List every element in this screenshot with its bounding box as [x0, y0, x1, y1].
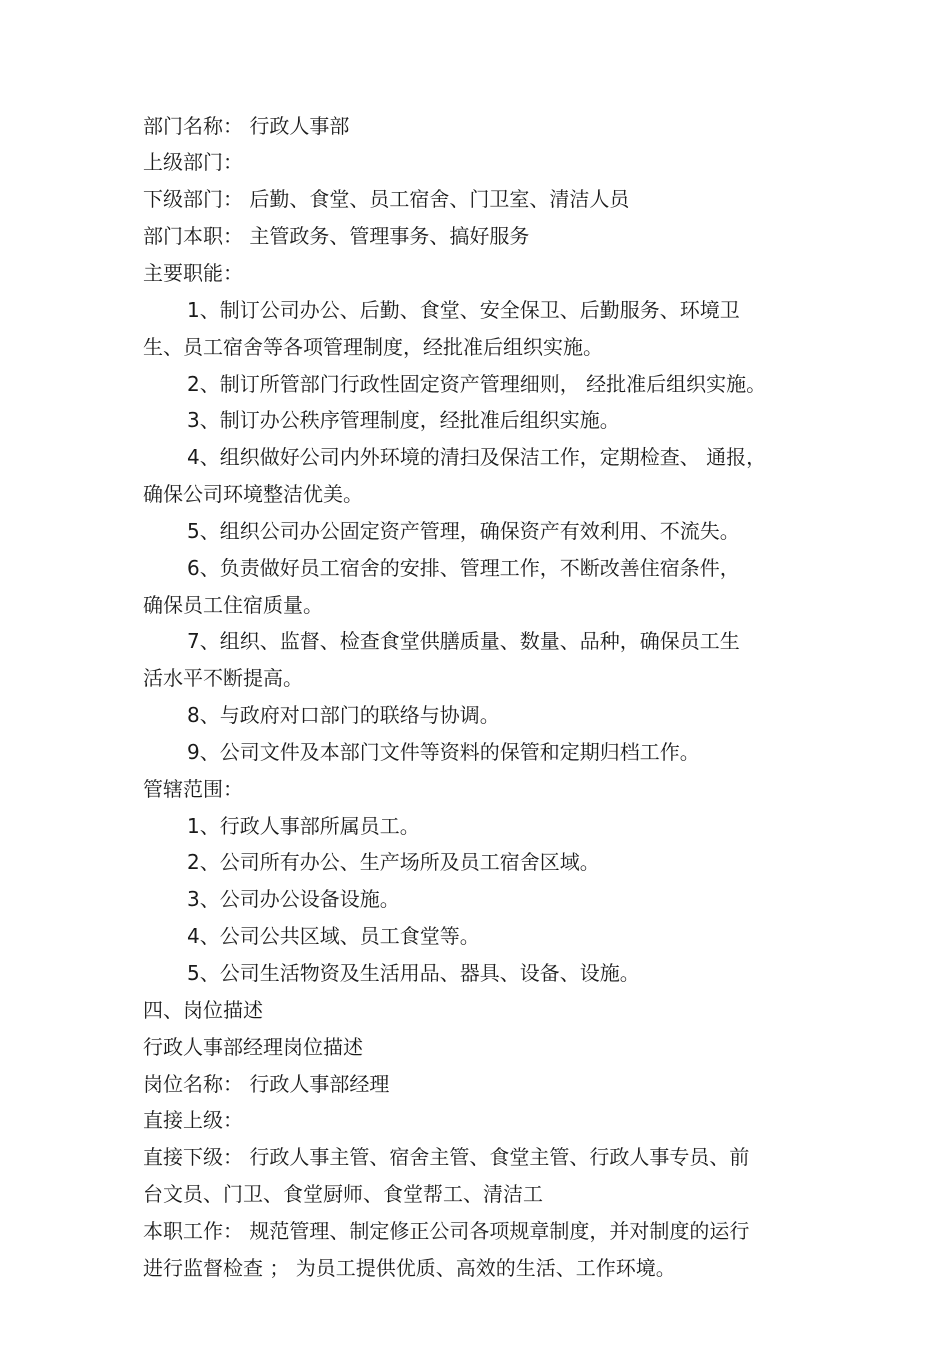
job-duty-cont: 进行监督检查 ； 为员工提供优质、高效的生活、工作环境。 [143, 1256, 676, 1280]
scope-item-5: 5、公司生活物资及生活用品、器具、设备、设施。 [187, 961, 640, 985]
sub-dept-line: 下级部门： 后勤、食堂、员工宿舍、门卫室、清洁人员 [143, 187, 630, 211]
function-item-1: 1、制订公司办公、后勤、食堂、安全保卫、后勤服务、环境卫 [187, 298, 740, 322]
scope-item-2: 2、公司所有办公、生产场所及员工宿舍区域。 [187, 850, 600, 874]
position-name-line: 岗位名称： 行政人事部经理 [143, 1072, 390, 1096]
function-item-4: 4、组织做好公司内外环境的清扫及保洁工作，定期检查、 通报， [187, 445, 767, 469]
function-item-6-cont: 确保员工住宿质量。 [143, 593, 323, 617]
direct-subordinates-line: 直接下级： 行政人事主管、宿舍主管、食堂主管、行政人事专员、前 [143, 1145, 750, 1169]
section-four-heading: 四、岗位描述 [143, 998, 263, 1022]
function-item-5: 5、组织公司办公固定资产管理，确保资产有效利用、不流失。 [187, 519, 740, 543]
function-item-7: 7、组织、监督、检查食堂供膳质量、数量、品种，确保员工生 [187, 629, 740, 653]
function-item-9: 9、公司文件及本部门文件等资料的保管和定期归档工作。 [187, 740, 700, 764]
direct-subordinates-cont: 台文员、门卫、食堂厨师、食堂帮工、清洁工 [143, 1182, 543, 1206]
manager-desc-title: 行政人事部经理岗位描述 [143, 1035, 363, 1059]
function-item-7-cont: 活水平不断提高。 [143, 666, 303, 690]
function-item-1-cont: 生、员工宿舍等各项管理制度，经批准后组织实施。 [143, 335, 603, 359]
scope-heading: 管辖范围： [143, 777, 243, 801]
scope-item-1: 1、行政人事部所属员工。 [187, 814, 420, 838]
main-functions-heading: 主要职能： [143, 261, 243, 285]
scope-item-4: 4、公司公共区域、员工食堂等。 [187, 924, 480, 948]
function-item-2: 2、制订所管部门行政性固定资产管理细则， 经批准后组织实施。 [187, 372, 767, 396]
direct-superior-line: 直接上级： [143, 1108, 243, 1132]
scope-item-3: 3、公司办公设备设施。 [187, 887, 400, 911]
function-item-6: 6、负责做好员工宿舍的安排、管理工作，不断改善住宿条件， [187, 556, 740, 580]
dept-duty-line: 部门本职： 主管政务、管理事务、搞好服务 [143, 224, 530, 248]
job-duty-line: 本职工作： 规范管理、制定修正公司各项规章制度，并对制度的运行 [143, 1219, 750, 1243]
function-item-4-cont: 确保公司环境整洁优美。 [143, 482, 363, 506]
parent-dept-line: 上级部门： [143, 150, 243, 174]
function-item-3: 3、制订办公秩序管理制度，经批准后组织实施。 [187, 408, 620, 432]
dept-name-line: 部门名称： 行政人事部 [143, 114, 350, 138]
function-item-8: 8、与政府对口部门的联络与协调。 [187, 703, 500, 727]
